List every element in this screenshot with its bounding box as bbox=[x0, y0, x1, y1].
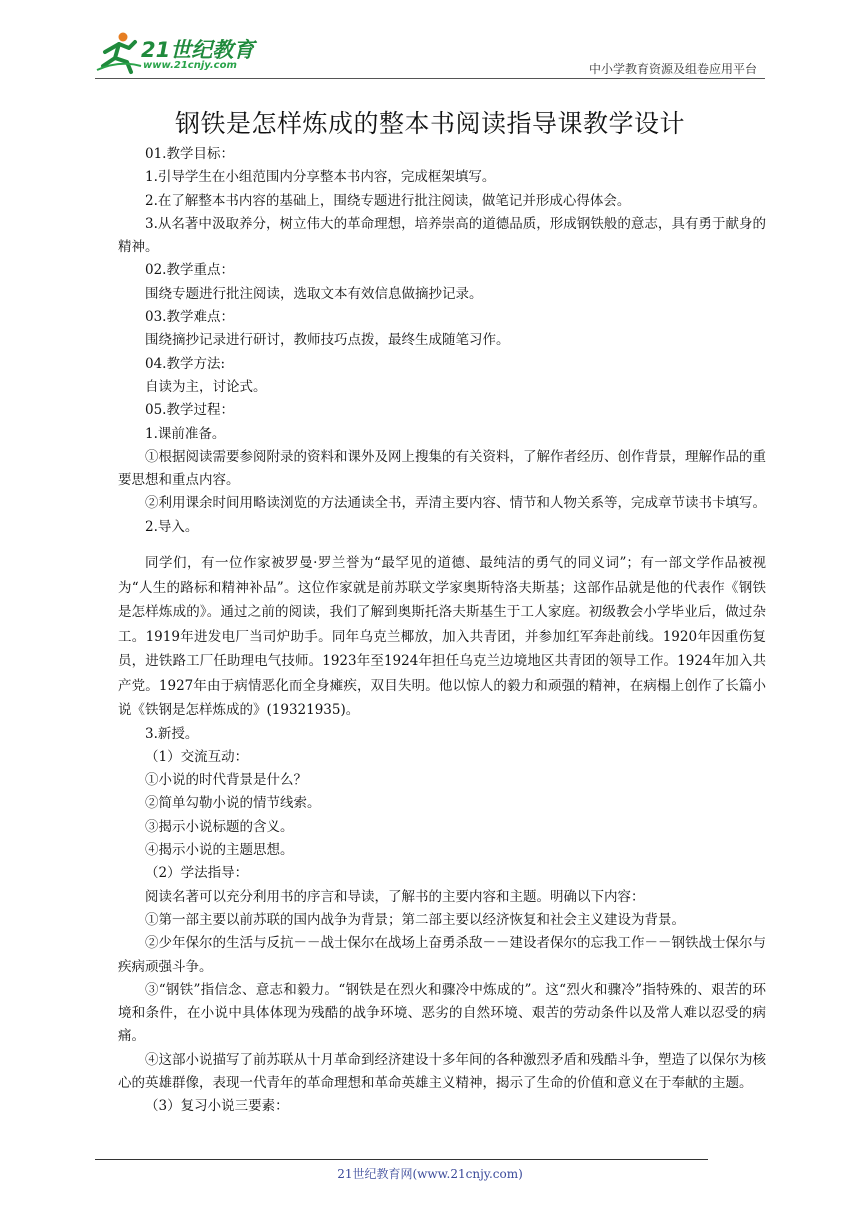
list-item: ④揭示小说的主题思想。 bbox=[145, 842, 294, 859]
intro-paragraph: 同学们，有一位作家被罗曼·罗兰誉为“最罕见的道德、最纯洁的勇气的同义词”；有一部文学作品被视为“人生的路标和精神补品”。这位作家就是前苏联文学家奥斯特洛夫斯基；这部作品就是他的代表作《钢铁是怎样炼成的》。通过之前的阅读，我们了解到奥斯托洛夫斯基生于工人家庭。初级教会小学毕业后，做过杂工。1919年进发电厂当司炉助手。同年乌克兰椰放，加入共青团，并参加红军奔赴前线。1920年因重伤复员，进铁路工厂任助理电气技师。1923年至1924年担任乌克兰边境地区共青团的领导工作。1924年加入共产党。1927年由于病情恶化而全身瘫疾，双目失明。他以惊人的毅力和顽强的精神，在病榻上创作了长篇小说《铁钢是怎样炼成的》(19321935)。 bbox=[118, 555, 766, 719]
paragraph: 3.从名著中汲取养分，树立伟大的革命理想，培养崇高的道德品质，形成钢铁般的意志，具有勇于献身的精神。 bbox=[118, 215, 766, 256]
paragraph: 2.在了解整本书内容的基础上，围绕专题进行批注阅读，做笔记并形成心得体会。 bbox=[145, 192, 631, 209]
section-heading-methods: 04.教学方法: bbox=[145, 355, 226, 372]
logo-text: 21世纪教育 bbox=[141, 38, 255, 62]
paragraph: 阅读名著可以充分利用书的序言和导读，了解书的主要内容和主题。明确以下内容： bbox=[145, 888, 645, 905]
list-item: ④这部小说描写了前苏联从十月革命到经济建设十多年间的各种激烈矛盾和残酷斗争，塑造了以保尔为核心的英雄群像，表现一代青年的革命理想和革命英雄主义精神，揭示了生命的价值和意义在于奉献的主题。 bbox=[118, 1051, 766, 1091]
document-body bbox=[118, 143, 766, 1119]
platform-name: 中小学教育资源及组卷应用平台 bbox=[588, 62, 757, 76]
paragraph: 围绕摘抄记录进行研讨，教师技巧点拨，最终生成随笔习作。 bbox=[145, 332, 510, 349]
logo-url-text: www.21cnjy.com bbox=[143, 60, 237, 71]
paragraph: 1.课前准备。 bbox=[145, 425, 226, 442]
list-item: ③揭示小说标题的含义。 bbox=[145, 818, 294, 835]
list-item: ①小说的时代背景是什么？ bbox=[145, 772, 307, 789]
list-item: ①第一部主要以前苏联的国内战争为背景；第二部主要以经济恢复和社会主义建设为背景。 bbox=[145, 911, 685, 928]
paragraph: （2）学法指导： bbox=[145, 865, 249, 882]
section-heading-difficulties: 03.教学难点： bbox=[145, 309, 234, 326]
footer-link[interactable]: 21世纪教育网(www.21cnjy.com) bbox=[337, 1167, 523, 1181]
paragraph: 围绕专题进行批注阅读，选取文本有效信息做摘抄记录。 bbox=[145, 285, 483, 302]
page-header bbox=[95, 30, 765, 80]
paragraph: （3）复习小说三要素： bbox=[145, 1098, 289, 1115]
header-divider bbox=[95, 78, 765, 79]
section-heading-key-points: 02.教学重点： bbox=[145, 262, 234, 279]
list-item: ②简单勾勒小说的情节线索。 bbox=[145, 795, 321, 812]
runner-logo-icon bbox=[95, 30, 143, 76]
paragraph: ②利用课余时间用略读浏览的方法通读全书，弄清主要内容、情节和人物关系等，完成章节读书卡填写。 bbox=[145, 495, 766, 512]
paragraph: 自读为主，讨论式。 bbox=[145, 378, 267, 395]
paragraph: ①根据阅读需要参阅附录的资料和课外及网上搜集的有关资料，了解作者经历、创作背景，理解作品的重要思想和重点内容。 bbox=[118, 448, 766, 489]
section-heading-process: 05.教学过程： bbox=[145, 402, 234, 419]
list-item: ③“钢铁”指信念、意志和毅力。“钢铁是在烈火和骤冷中炼成的”。这“烈火和骤冷”指特殊的、艰苦的环境和条件，在小说中具体体现为残酷的战争环境、恶劣的自然环境、艰苦的劳动条件以及常人难以忍受的病痛。 bbox=[118, 981, 766, 1045]
paragraph: 3.新授。 bbox=[145, 725, 199, 742]
list-item: ②少年保尔的生活与反抗－－战士保尔在战场上奋勇杀敌－－建设者保尔的忘我工作－－钢铁战士保尔与疾病顽强斗争。 bbox=[118, 935, 766, 975]
paragraph: 1.引导学生在小组范围内分享整本书内容，完成框架填写。 bbox=[145, 169, 496, 186]
site-logo[interactable] bbox=[95, 30, 295, 76]
document-title: 钢铁是怎样炼成的整本书阅读指导课教学设计 bbox=[174, 109, 685, 138]
footer-divider bbox=[95, 1159, 708, 1160]
paragraph: 2.导入。 bbox=[145, 518, 199, 535]
paragraph: （1）交流互动： bbox=[145, 748, 249, 765]
section-heading-objectives: 01.教学目标： bbox=[145, 146, 234, 162]
